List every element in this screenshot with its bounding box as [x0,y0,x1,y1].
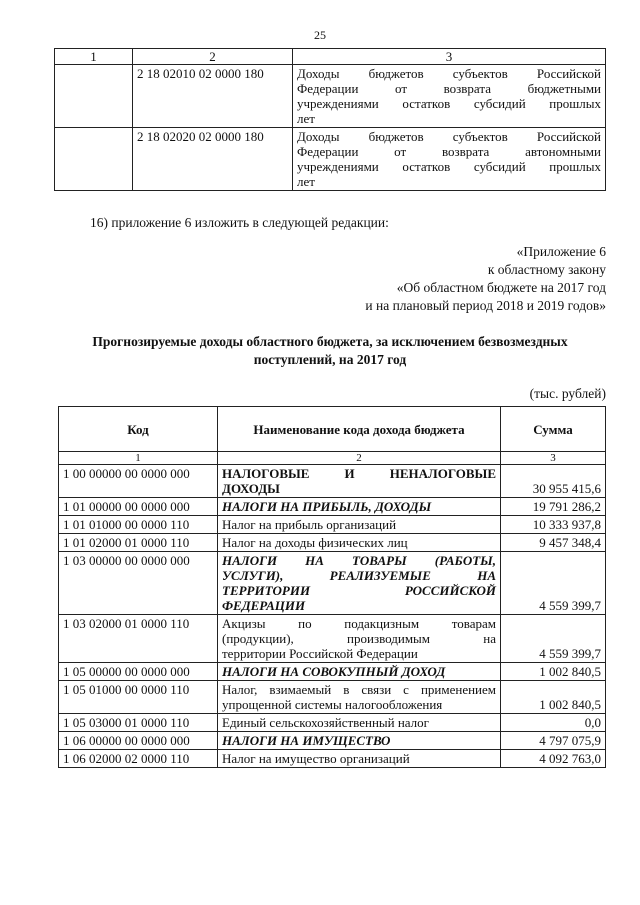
table-row [59,714,606,732]
table-row [59,732,606,750]
col-index-3: 3 [293,49,606,65]
header-row [59,407,606,452]
income-code: 1 01 01000 00 0000 110 [59,516,218,534]
instruction-text: 16) приложение 6 изложить в следующей редакции: [90,215,389,230]
index-row [59,452,606,465]
header-name: Наименование кода дохода бюджета [218,407,501,452]
name-line: ФЕДЕРАЦИИ [222,598,306,613]
name-line: (продукции), производимым на [222,631,496,646]
income-name [218,552,501,615]
table-row [55,65,606,128]
table-row [59,498,606,516]
header-code: Код [59,407,218,452]
income-name [293,128,606,191]
name-line: Единый сельскохозяйственный налог [222,715,430,730]
name-line: лет [297,174,315,189]
income-code: 2 18 02020 02 0000 180 [133,128,293,191]
name-line: НАЛОГИ НА ТОВАРЫ (РАБОТЫ, [222,553,496,568]
table-row [59,681,606,714]
annex-line: к областному закону [487,262,606,277]
name-line: НАЛОГИ НА ИМУЩЕСТВО [222,733,391,748]
name-line: Доходы бюджетов субъектов Российской [297,129,601,144]
income-code: 2 18 02010 02 0000 180 [133,65,293,128]
col-index-1: 1 [59,452,218,465]
income-code: 1 06 00000 00 0000 000 [59,732,218,750]
income-name [218,663,501,681]
name-line: Федерации от возврата бюджетными [297,81,601,96]
income-code: 1 01 02000 01 0000 110 [59,534,218,552]
income-amount: 4 092 763,0 [501,750,606,768]
page-number: 25 [314,28,326,42]
name-line: Акцизы по подакцизным товарам [222,616,496,631]
income-code: 1 05 03000 01 0000 110 [59,714,218,732]
income-amount: 9 457 348,4 [501,534,606,552]
name-line: ТЕРРИТОРИИ РОССИЙСКОЙ [222,583,496,598]
title-line: Прогнозируемые доходы областного бюджета, за исключением безвозмездных [92,334,568,349]
table-row [59,516,606,534]
table-row [59,750,606,768]
col-index-3: 3 [501,452,606,465]
name-line: учреждениями остатков субсидий прошлых [297,159,601,174]
col-index-1: 1 [55,49,133,65]
annex-reference [365,243,606,315]
name-line: Доходы бюджетов субъектов Российской [297,66,601,81]
table-row [59,663,606,681]
income-code: 1 05 00000 00 0000 000 [59,663,218,681]
income-code: 1 01 00000 00 0000 000 [59,498,218,516]
name-line: лет [297,111,315,126]
income-name [218,714,501,732]
name-line: Налог, взимаемый в связи с применением [222,682,496,697]
name-line: УСЛУГИ), РЕАЛИЗУЕМЫЕ НА [222,568,496,583]
income-name [218,750,501,768]
name-line: упрощенной системы налогообложения [222,697,443,712]
empty-cell [55,65,133,128]
annex-line: «Об областном бюджете на 2017 год [396,280,606,295]
continuation-header-row [55,49,606,65]
name-line: территории Российской Федерации [222,646,418,661]
income-amount: 10 333 937,8 [501,516,606,534]
income-code: 1 03 00000 00 0000 000 [59,552,218,615]
income-amount: 4 559 399,7 [501,552,606,615]
name-line: Федерации от возврата автономными [297,144,601,159]
table-row [59,465,606,498]
table-row [59,615,606,663]
table-row [55,128,606,191]
name-line: Налог на прибыль организаций [222,517,397,532]
table-row [59,534,606,552]
annex-line: и на плановый период 2018 и 2019 годов» [365,298,606,313]
income-name [218,615,501,663]
income-amount: 1 002 840,5 [501,663,606,681]
continuation-table [54,48,606,191]
name-line: НАЛОГИ НА ПРИБЫЛЬ, ДОХОДЫ [222,499,432,514]
income-name [218,681,501,714]
name-line: Налог на имущество организаций [222,751,410,766]
income-code: 1 03 02000 01 0000 110 [59,615,218,663]
income-name [218,534,501,552]
income-name [218,498,501,516]
income-table [58,406,606,768]
income-name [218,516,501,534]
annex-line: «Приложение 6 [516,244,606,259]
income-amount: 4 559 399,7 [501,615,606,663]
income-code: 1 00 00000 00 0000 000 [59,465,218,498]
name-line: НАЛОГИ НА СОВОКУПНЫЙ ДОХОД [222,664,446,679]
income-amount: 1 002 840,5 [501,681,606,714]
empty-cell [55,128,133,191]
title-line: поступлений, на 2017 год [253,352,407,367]
income-code: 1 05 01000 00 0000 110 [59,681,218,714]
name-line: ДОХОДЫ [222,481,280,496]
name-line: учреждениями остатков субсидий прошлых [297,96,601,111]
income-name [218,465,501,498]
income-code: 1 06 02000 02 0000 110 [59,750,218,768]
income-name [218,732,501,750]
document-title [40,333,620,369]
col-index-2: 2 [218,452,501,465]
col-index-2: 2 [133,49,293,65]
header-amount: Сумма [501,407,606,452]
name-line: Налог на доходы физических лиц [222,535,408,550]
name-line: НАЛОГОВЫЕ И НЕНАЛОГОВЫЕ [222,466,496,481]
table-row [59,552,606,615]
unit-label: (тыс. рублей) [529,386,606,401]
income-amount: 30 955 415,6 [501,465,606,498]
income-amount: 19 791 286,2 [501,498,606,516]
income-amount: 0,0 [501,714,606,732]
income-name [293,65,606,128]
income-amount: 4 797 075,9 [501,732,606,750]
